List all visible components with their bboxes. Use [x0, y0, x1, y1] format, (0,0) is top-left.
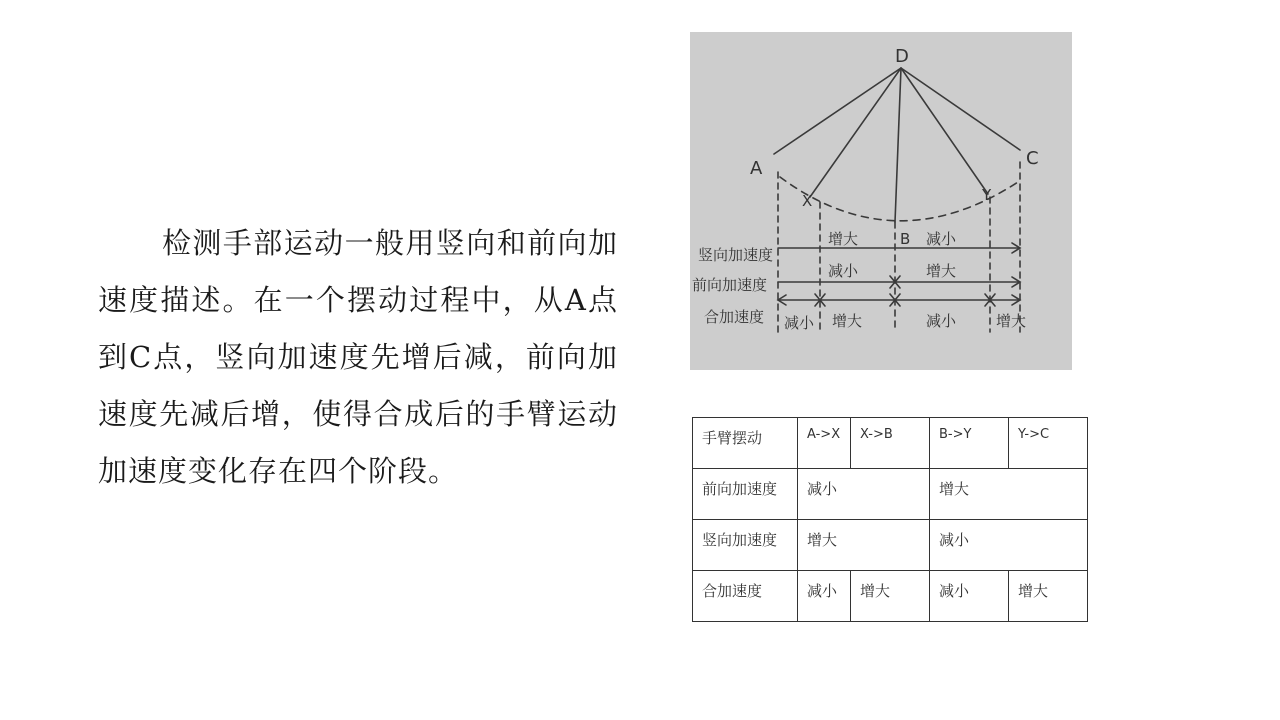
label-d: D: [895, 46, 909, 67]
sketch-r2-a: 减小: [828, 262, 859, 280]
table-cell: 减小: [930, 520, 1088, 571]
sketch-r1-a: 增大: [828, 230, 859, 248]
table-cell: 增大: [851, 571, 930, 622]
table-cell: 前向加速度: [693, 469, 798, 520]
sketch-row-label-3: 合加速度: [704, 308, 765, 326]
sketch-r3-c: 减小: [926, 312, 957, 330]
acceleration-table: [692, 417, 1088, 622]
sketch-r3-b: 增大: [832, 312, 863, 330]
table-cell: 手臂摆动: [693, 418, 798, 469]
table-row: [693, 469, 1088, 520]
table-row: [693, 571, 1088, 622]
table-cell: 减小: [798, 571, 851, 622]
table-row: [693, 520, 1088, 571]
table-cell: 减小: [930, 571, 1009, 622]
sketch-r2-b: 增大: [926, 262, 957, 280]
table-cell: 增大: [930, 469, 1088, 520]
label-y: Y: [982, 186, 992, 204]
description-paragraph: 检测手部运动一般用竖向和前向加速度描述。在一个摆动过程中，从A点到C点，竖向加速度先增后减，前向加速度先减后增，使得合成后的手臂运动加速度变化存在四个阶段。: [98, 226, 618, 488]
label-x: X: [802, 192, 813, 210]
table-cell: 减小: [798, 469, 930, 520]
sketch-r3-d: 增大: [996, 312, 1027, 330]
table-cell: X->B: [851, 418, 930, 469]
table-cell: 竖向加速度: [693, 520, 798, 571]
table-cell: Y->C: [1009, 418, 1088, 469]
hand-drawn-sketch: [690, 32, 1072, 370]
label-c: C: [1026, 148, 1039, 169]
table-cell: A->X: [798, 418, 851, 469]
sketch-row-label-2: 前向加速度: [692, 276, 768, 294]
label-a: A: [750, 158, 763, 179]
table-cell: 增大: [798, 520, 930, 571]
sketch-drawing: [690, 32, 1072, 370]
label-b: B: [900, 230, 911, 248]
table-cell: B->Y: [930, 418, 1009, 469]
table-cell: 合加速度: [693, 571, 798, 622]
sketch-r1-b: 减小: [926, 230, 957, 248]
sketch-row-label-1: 竖向加速度: [698, 246, 774, 264]
sketch-r3-a: 减小: [784, 314, 815, 332]
table-header-row: [693, 418, 1088, 469]
table-cell: 增大: [1009, 571, 1088, 622]
